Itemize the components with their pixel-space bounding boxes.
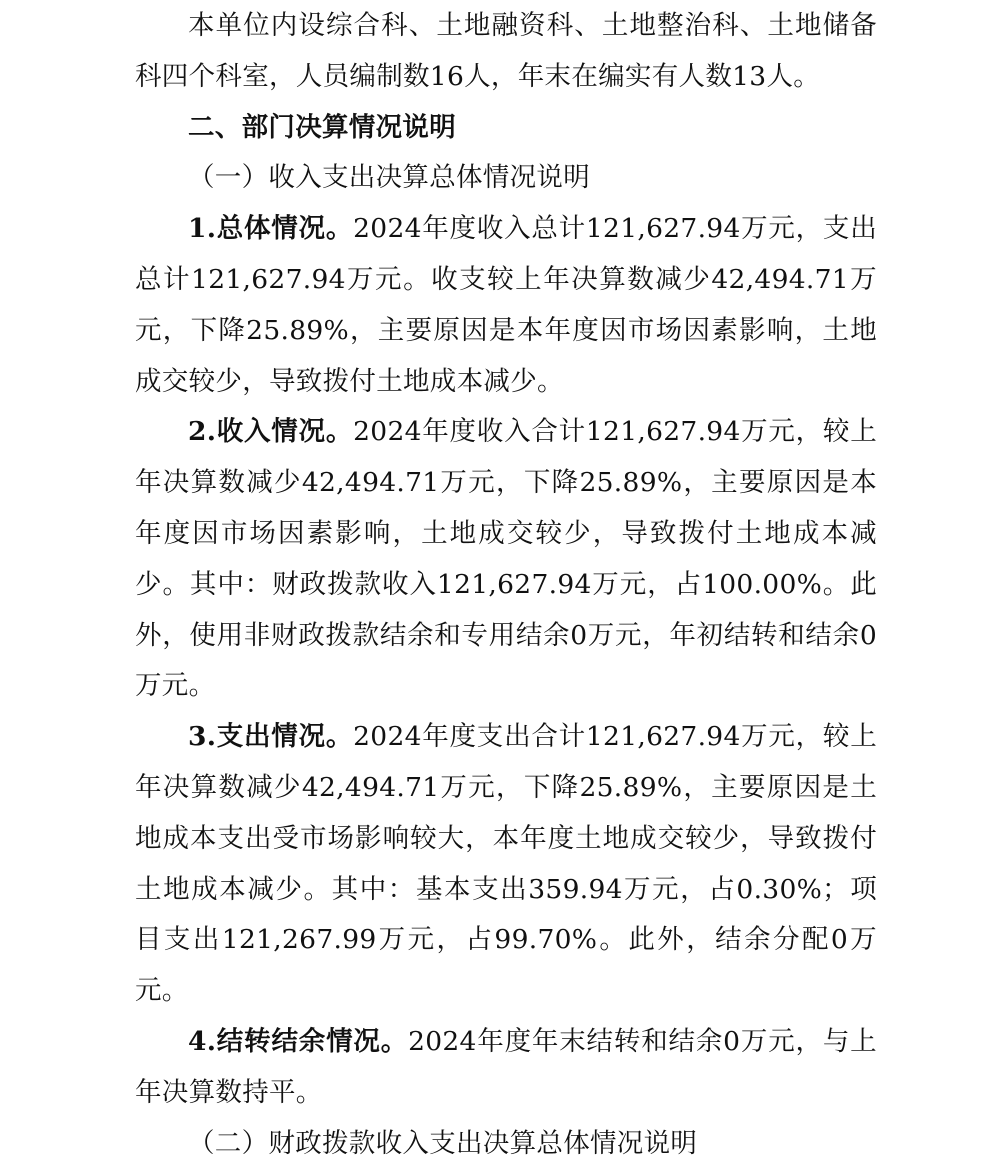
item-income — [135, 407, 877, 712]
subsection-heading-2: （二）财政拨款收入支出决算总体情况说明 — [188, 1127, 698, 1159]
item-overall-lead: 1.总体情况。 — [188, 213, 354, 245]
item-income-body: 2024年度收入合计121,627.94万元，较上年决算数减少42,494.71万元，下降25.89%，主要原因是本年度因市场因素影响，土地成交较少，导致拨付土地成本减少。其中：财政拨款收入121,627.94万元，占100.00%。此外，使用非财政拨款结余和专用结余0万元，年初结转和结余0万元。 — [135, 416, 878, 702]
item-balance-body: 2024年度年末结转和结余0万元，与上年决算数持平。 — [135, 1025, 877, 1108]
item-balance — [135, 1017, 877, 1119]
item-balance-lead: 4.结转结余情况。 — [188, 1025, 409, 1057]
intro-paragraph: 本单位内设综合科、土地融资科、土地整治科、土地储备科四个科室，人员编制数16人，年末在编实有人数13人。 — [135, 10, 877, 92]
subsection-heading-1: （一）收入支出决算总体情况说明 — [188, 162, 590, 194]
document-page — [135, 0, 877, 1169]
item-expense-lead: 3.支出情况。 — [188, 721, 354, 753]
section-heading-2: 二、部门决算情况说明 — [188, 111, 456, 143]
item-overall-body: 2024年度收入总计121,627.94万元，支出总计121,627.94万元。收支较上年决算数减少42,494.71万元，下降25.89%，主要原因是本年度因市场因素影响，土地成交较少，导致拨付土地成本减少。 — [135, 213, 878, 397]
item-overall — [135, 204, 877, 407]
item-expense — [135, 712, 877, 1017]
item-income-lead: 2.收入情况。 — [188, 416, 354, 448]
item-expense-body: 2024年度支出合计121,627.94万元，较上年决算数减少42,494.71万元，下降25.89%，主要原因是土地成本支出受市场影响较大，本年度土地成交较少，导致拨付土地成本减少。其中：基本支出359.94万元，占0.30%；项目支出121,267.99万元，占99.70%。此外，结余分配0万元。 — [135, 721, 878, 1007]
